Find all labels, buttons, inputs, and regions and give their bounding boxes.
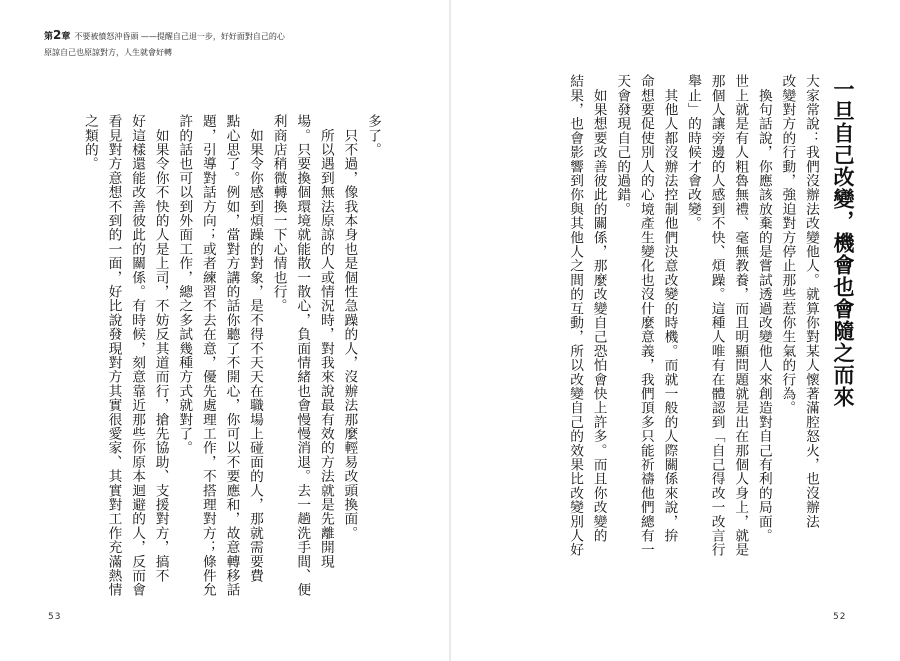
- right-page-body: 大家常說：我們沒辦法改變他人。就算你對某人懷著滿腔怒火，也沒辦法 改變對方的行動，強迫對方停止那些惹你生氣的行為。 換句話說，你應該放棄的是嘗試透過改變他人來創造對自己有利的局面。 世上就是有人粗魯無禮、毫無教養，而且明顯問題就是出在那個人身上，就是 那個人讓旁邊的人感到不快、煩躁。這種人唯有在體認到「自己得改一改言行 舉止」的時候才會改變。 其他人都沒辦法控制他們決意改變的時機。而就一般的人際關係來說，拚 命想要促使別人的心境產生變化也沒什麼意義，我們頂多只能祈禱他們總有一 天會發現自己的過錯。 如果想要改善彼此的關係，那麼改變自己恐怕會快上許多。而且你改變的 結果，也會影響到你與其他人之間的互動，所以改變自己的效果比改變別人好: [567, 74, 819, 557]
- running-header: [44, 28, 285, 60]
- running-header-line1: [44, 28, 285, 45]
- page-number-left: 53: [48, 612, 62, 622]
- left-page-body: 多了。 只不過，像我本身也是個性急躁的人，沒辦法那麼輕易改頭換面。 所以遇到無法原諒的人或情況時，對我來說最有效的方法就是先離開現 場。只要換個環境就能散一散心，負面情緒也會慢慢消退。去一趟洗手間、便 利商店稍微轉換一下心情也行。 如果令你感到煩躁的對象，是不得不天天在職場上碰面的人，那就需要費 點心思了。例如，當對方講的話你聽了不開心，你可以不要應和，故意轉移話 題，引導對話方向；或者練習不去在意，優先處理工作，不搭理對方；條件允 許的話也可以到外面工作，總之多試幾種方式就對了。 如果令你不快的人是上司，不妨反其道而行，搶先協助、支援對方，搞不 好這樣還能改善彼此的關係。有時候，刻意靠近那些你原本迴避的人，反而會 看見對方意想不到的一面，好比說發現對方其實很愛家、其實對工作充滿熱情 之類的。: [81, 114, 381, 597]
- section-title: 一旦自己改變，機會也會隨之而來: [831, 78, 855, 408]
- page-gutter: [449, 0, 451, 661]
- chapter-label: 第2章: [44, 28, 71, 42]
- running-header-line2: 原諒自己也原諒對方，人生就會好轉: [44, 48, 172, 57]
- chapter-title: 不要被憤怒沖昏頭 ——提醒自己退一步，好好面對自己的心: [74, 32, 285, 41]
- page-number-right: 52: [833, 612, 847, 622]
